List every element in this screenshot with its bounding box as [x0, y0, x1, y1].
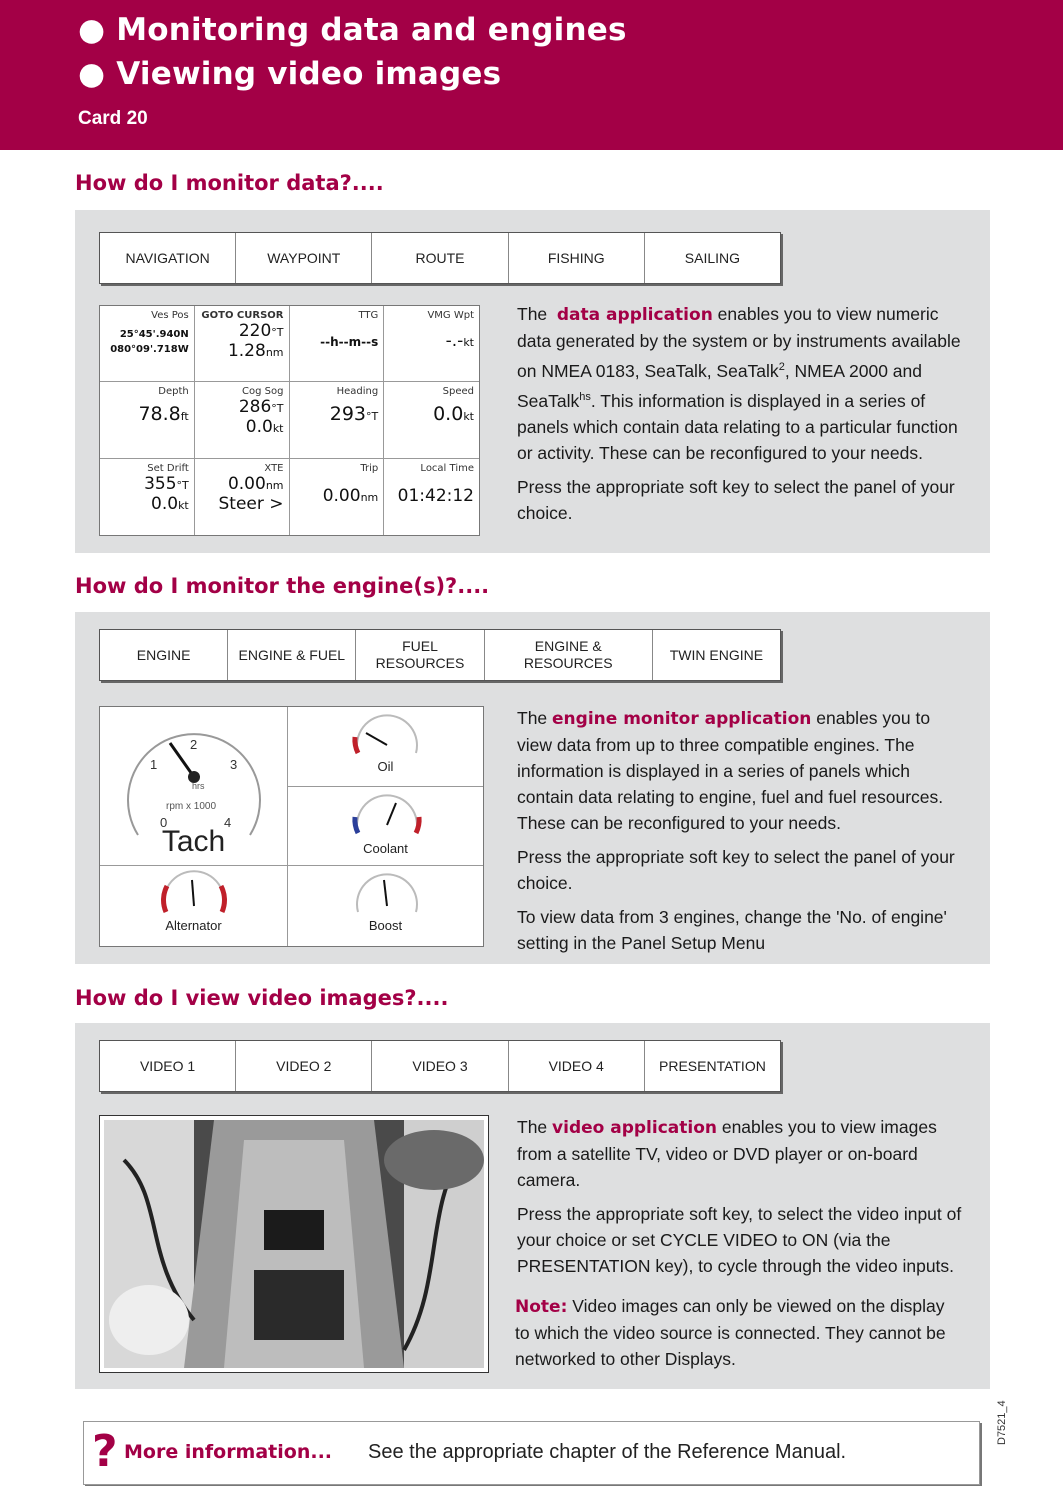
- softkey-engine[interactable]: ENGINE: [100, 630, 228, 680]
- video-image-frame: [99, 1115, 489, 1373]
- softkey-engine-fuel[interactable]: ENGINE & FUEL: [228, 630, 356, 680]
- video-note: Note: Video images can only be viewed on the display to which the video source is connected. They cannot be networked to other Displays.: [515, 1296, 946, 1369]
- softkey-waypoint[interactable]: WAYPOINT: [236, 233, 372, 283]
- softkey-video-3[interactable]: VIDEO 3: [372, 1041, 508, 1091]
- engine-bay-photo: [104, 1120, 484, 1368]
- softkey-bar-engine: [99, 629, 781, 681]
- boost-gauge: [288, 866, 483, 946]
- boost-dial: [288, 866, 482, 926]
- softkey-twin-engine[interactable]: TWIN ENGINE: [669, 646, 764, 663]
- oil-dial: [288, 707, 482, 767]
- cell-speed: Speed 0.0kt: [384, 382, 479, 458]
- video-application-instruction: Press the appropriate soft key, to select the video input of your choice or set CYCLE VIDEO to ON (via the PRESENTATION key), to cycle through the video inputs.: [517, 1204, 962, 1276]
- cell-ves-pos: Ves Pos 25°45'.940N 080°09'.718W: [100, 306, 195, 382]
- data-application-text: The data application enables you to view numeric data generated by the system or by instruments available on NMEA 0183, SeaTalk, SeaTalk$^2$, NMEA 2000 and SeaTalk$^{hs}$. This information is displayed in a series of panels which contain data relating to a particular function or activity. These can be reconfigured to your needs. Press the appropriate soft key to select the panel of your choice.: [517, 301, 967, 534]
- softkey-route[interactable]: ROUTE: [372, 233, 508, 283]
- softkey-engine-resources[interactable]: ENGINE & RESOURCES: [485, 630, 653, 680]
- engine-application-text: The engine monitor application enables you to view data from up to three compatible engines. The information is displayed in a series of panels which contain data relating to engine, fuel and fuel resources. These can be reconfigured to your needs. Press the appropriate soft key to select the panel of your choice. To view data from 3 engines, change the 'No. of engine' setting in the Panel Setup Menu: [517, 705, 957, 964]
- coolant-gauge: [288, 787, 483, 867]
- data-application-screen: [99, 305, 480, 536]
- card-number: Card 20: [78, 108, 148, 129]
- softkey-bar-data: [99, 232, 781, 284]
- svg-text:rpm x 1000: rpm x 1000: [166, 801, 217, 812]
- alternator-label: Alternator: [165, 918, 222, 934]
- cell-xte: XTE 0.00nm Steer >: [195, 459, 290, 535]
- oil-label: Oil: [377, 759, 394, 774]
- more-information-label: More information...: [124, 1441, 333, 1463]
- softkey-fuel-resources[interactable]: FUEL RESOURCES: [356, 630, 484, 680]
- softkey-video-4[interactable]: VIDEO 4: [509, 1041, 645, 1091]
- cell-ttg: TTG --h--m--s: [290, 306, 385, 382]
- svg-text:0: 0: [160, 815, 168, 830]
- alternator-gauge: [100, 866, 288, 946]
- cell-heading: Heading 293°T: [290, 382, 385, 458]
- cell-trip: Trip 0.00nm: [290, 459, 385, 535]
- cell-vmg-wpt: VMG Wpt -.-kt: [384, 306, 479, 382]
- engine-application-setup-tip: To view data from 3 engines, change the 'No. of engine' setting in the Panel Setup Menu: [517, 907, 947, 953]
- document-code: D7521_4: [996, 1400, 1008, 1445]
- svg-text:4: 4: [224, 815, 232, 830]
- more-information-box: [83, 1421, 980, 1485]
- svg-text:3: 3: [230, 757, 238, 772]
- softkey-sailing[interactable]: SAILING: [684, 249, 741, 266]
- header-title-monitoring: ● Monitoring data and engines: [78, 12, 627, 48]
- svg-text:2: 2: [190, 737, 198, 752]
- coolant-label: Coolant: [363, 840, 408, 856]
- boost-label: Boost: [368, 918, 403, 934]
- softkey-navigation[interactable]: NAVIGATION: [100, 233, 236, 283]
- engine-application-instruction: Press the appropriate soft key to select the panel of your choice.: [517, 847, 955, 893]
- softkey-presentation[interactable]: PRESENTATION: [659, 1057, 766, 1074]
- softkey-fishing[interactable]: FISHING: [509, 233, 645, 283]
- heading-video: How do I view video images?....: [75, 986, 449, 1010]
- engine-monitor-screen: [99, 706, 484, 947]
- svg-text:1: 1: [150, 757, 158, 772]
- softkey-video-1[interactable]: VIDEO 1: [100, 1041, 236, 1091]
- data-application-instruction: Press the appropriate soft key to select the panel of your choice.: [517, 476, 955, 523]
- softkey-video-2[interactable]: VIDEO 2: [236, 1041, 372, 1091]
- tach-gauge: [100, 707, 288, 866]
- cell-local-time: Local Time 01:42:12: [397, 462, 474, 506]
- alternator-dial: [100, 866, 288, 926]
- header-title-video: ● Viewing video images: [78, 56, 502, 92]
- more-information-text: See the appropriate chapter of the Reference Manual.: [368, 1441, 847, 1463]
- coolant-dial: [288, 787, 482, 847]
- tach-label: Tach: [161, 825, 226, 858]
- video-application-text: The video application enables you to view images from a satellite TV, video or DVD player or on-board camera. Press the appropriate soft key, to select the video input of your choice or set CYCLE VIDEO to ON (via the PRESENTATION key), to cycle through the video inputs. Note: Video images can only be viewed on the display to which the video source is connected. They cannot be networked to other Displays.: [517, 1114, 962, 1380]
- question-mark-icon: ?: [92, 1426, 118, 1477]
- cell-goto-cursor: GOTO CURSOR 220°T 1.28nm: [195, 306, 290, 382]
- oil-gauge: [288, 707, 483, 787]
- page-header: [0, 0, 1063, 150]
- cell-depth: Depth 78.8ft: [100, 382, 195, 458]
- heading-monitor-data: How do I monitor data?....: [75, 171, 384, 195]
- svg-text:hrs: hrs: [192, 781, 205, 791]
- heading-monitor-engine: How do I monitor the engine(s)?....: [75, 574, 490, 598]
- softkey-bar-video: [99, 1040, 781, 1092]
- cell-cog-sog: Cog Sog 286°T 0.0kt: [195, 382, 290, 458]
- video-image: [104, 1120, 484, 1368]
- cell-set-drift: Set Drift 355°T 0.0kt: [100, 459, 195, 535]
